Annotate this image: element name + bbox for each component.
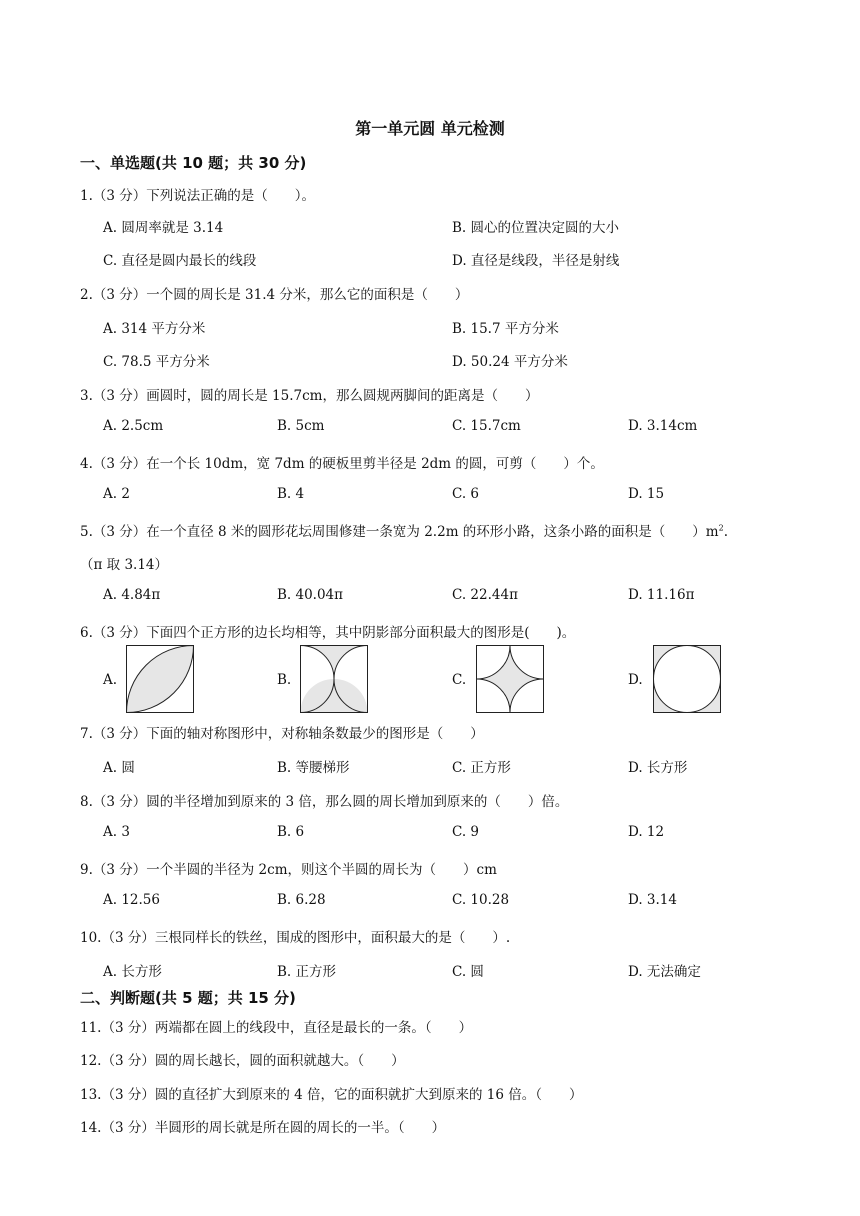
question-5-option-c[interactable]: C. 22.44π: [452, 587, 518, 603]
question-7-option-b[interactable]: B. 等腰梯形: [277, 760, 350, 776]
question-6-option-b[interactable]: B.: [277, 672, 292, 688]
question-3-option-b[interactable]: B. 5cm: [277, 418, 325, 434]
question-7-option-c[interactable]: C. 正方形: [452, 760, 511, 776]
question-1-option-b[interactable]: B. 圆心的位置决定圆的大小: [452, 220, 620, 236]
question-9-option-c[interactable]: C. 10.28: [452, 892, 510, 908]
leaf-shape-figure: [126, 645, 194, 713]
question-10-option-a[interactable]: A. 长方形: [103, 964, 162, 980]
question-5-option-a[interactable]: A. 4.84π: [103, 587, 161, 603]
question-10-option-d[interactable]: D. 无法确定: [628, 964, 701, 980]
question-4-stem: 4.（3 分）在一个长 10dm，宽 7dm 的硬板里剪半径是 2dm 的圆，可剪（ ）个。: [80, 456, 604, 472]
question-3-option-a[interactable]: A. 2.5cm: [103, 418, 164, 434]
section-heading-single-choice: 一、单选题(共 10 题；共 30 分): [80, 154, 307, 172]
question-9-stem: 9.（3 分）一个半圆的半径为 2cm，则这个半圆的周长为（ ）cm: [80, 862, 497, 878]
question-8-option-d[interactable]: D. 12: [628, 824, 665, 840]
question-2-option-c[interactable]: C. 78.5 平方分米: [103, 354, 210, 370]
question-8-option-a[interactable]: A. 3: [103, 824, 130, 840]
question-10-option-c[interactable]: C. 圆: [452, 964, 484, 980]
question-5-stem-line-2: （π 取 3.14）: [80, 557, 169, 573]
double-semicircle-cut-figure: [300, 645, 368, 713]
question-5-option-b[interactable]: B. 40.04π: [277, 587, 344, 603]
question-6-option-a[interactable]: A.: [103, 672, 118, 688]
question-6-figure-d[interactable]: [653, 645, 721, 713]
question-4-option-d[interactable]: D. 15: [628, 486, 665, 502]
question-2-option-a[interactable]: A. 314 平方分米: [103, 321, 206, 337]
question-8-option-b[interactable]: B. 6: [277, 824, 305, 840]
question-3-option-d[interactable]: D. 3.14cm: [628, 418, 698, 434]
question-3-option-c[interactable]: C. 15.7cm: [452, 418, 521, 434]
question-7-option-d[interactable]: D. 长方形: [628, 760, 688, 776]
question-1-option-c[interactable]: C. 直径是圆内最长的线段: [103, 253, 257, 269]
question-5-unit-exponent: 2: [718, 523, 724, 533]
question-4-option-c[interactable]: C. 6: [452, 486, 480, 502]
question-6-option-d[interactable]: D.: [628, 672, 643, 688]
inscribed-circle-figure: [653, 645, 721, 713]
judgement-question-12[interactable]: 12.（3 分）圆的周长越长，圆的面积就越大。（ ）: [80, 1053, 405, 1069]
question-2-option-d[interactable]: D. 50.24 平方分米: [452, 354, 568, 370]
question-6-stem: 6.（3 分）下面四个正方形的边长均相等，其中阴影部分面积最大的图形是( )。: [80, 625, 576, 641]
question-2-stem: 2.（3 分）一个圆的周长是 31.4 分米，那么它的面积是（ ）: [80, 287, 469, 303]
question-10-option-b[interactable]: B. 正方形: [277, 964, 337, 980]
question-6-figure-b[interactable]: [300, 645, 368, 713]
question-5-stem-tail: .: [723, 524, 728, 540]
judgement-question-14[interactable]: 14.（3 分）半圆形的周长就是所在圆的周长的一半。（ ）: [80, 1120, 446, 1136]
question-9-option-b[interactable]: B. 6.28: [277, 892, 326, 908]
question-6-option-c[interactable]: C.: [452, 672, 467, 688]
question-6-figure-c[interactable]: [476, 645, 544, 713]
question-5-option-d[interactable]: D. 11.16π: [628, 587, 695, 603]
question-1-option-a[interactable]: A. 圆周率就是 3.14: [103, 220, 224, 236]
question-7-stem: 7.（3 分）下面的轴对称图形中，对称轴条数最少的图形是（ ）: [80, 726, 484, 742]
judgement-question-11[interactable]: 11.（3 分）两端都在圆上的线段中，直径是最长的一条。（ ）: [80, 1020, 473, 1036]
question-2-option-b[interactable]: B. 15.7 平方分米: [452, 321, 559, 337]
question-8-stem: 8.（3 分）圆的半径增加到原来的 3 倍，那么圆的周长增加到原来的（ ）倍。: [80, 794, 569, 810]
four-quarter-cut-star-figure: [476, 645, 544, 713]
question-5-stem-text: 5.（3 分）在一个直径 8 米的圆形花坛周围修建一条宽为 2.2m 的环形小路，这条小路的面积是（ ）m: [80, 524, 719, 540]
question-9-option-a[interactable]: A. 12.56: [103, 892, 160, 908]
question-1-option-d[interactable]: D. 直径是线段，半径是射线: [452, 253, 620, 269]
judgement-question-13[interactable]: 13.（3 分）圆的直径扩大到原来的 4 倍，它的面积就扩大到原来的 16 倍。（ ）: [80, 1087, 583, 1103]
question-9-option-d[interactable]: D. 3.14: [628, 892, 677, 908]
question-4-option-b[interactable]: B. 4: [277, 486, 305, 502]
question-4-option-a[interactable]: A. 2: [103, 486, 130, 502]
question-1-stem: 1.（3 分）下列说法正确的是（ ）。: [80, 188, 316, 204]
question-8-option-c[interactable]: C. 9: [452, 824, 480, 840]
section-heading-true-false: 二、判断题(共 5 题；共 15 分): [80, 989, 296, 1007]
question-10-stem: 10.（3 分）三根同样长的铁丝，围成的图形中，面积最大的是（ ）.: [80, 930, 511, 946]
question-6-figure-a[interactable]: [126, 645, 194, 713]
question-7-option-a[interactable]: A. 圆: [103, 760, 135, 776]
question-5-stem: [80, 520, 728, 540]
question-3-stem: 3.（3 分）画圆时，圆的周长是 15.7cm，那么圆规两脚间的距离是（ ）: [80, 388, 539, 404]
page-title: 第一单元圆 单元检测: [355, 119, 505, 138]
